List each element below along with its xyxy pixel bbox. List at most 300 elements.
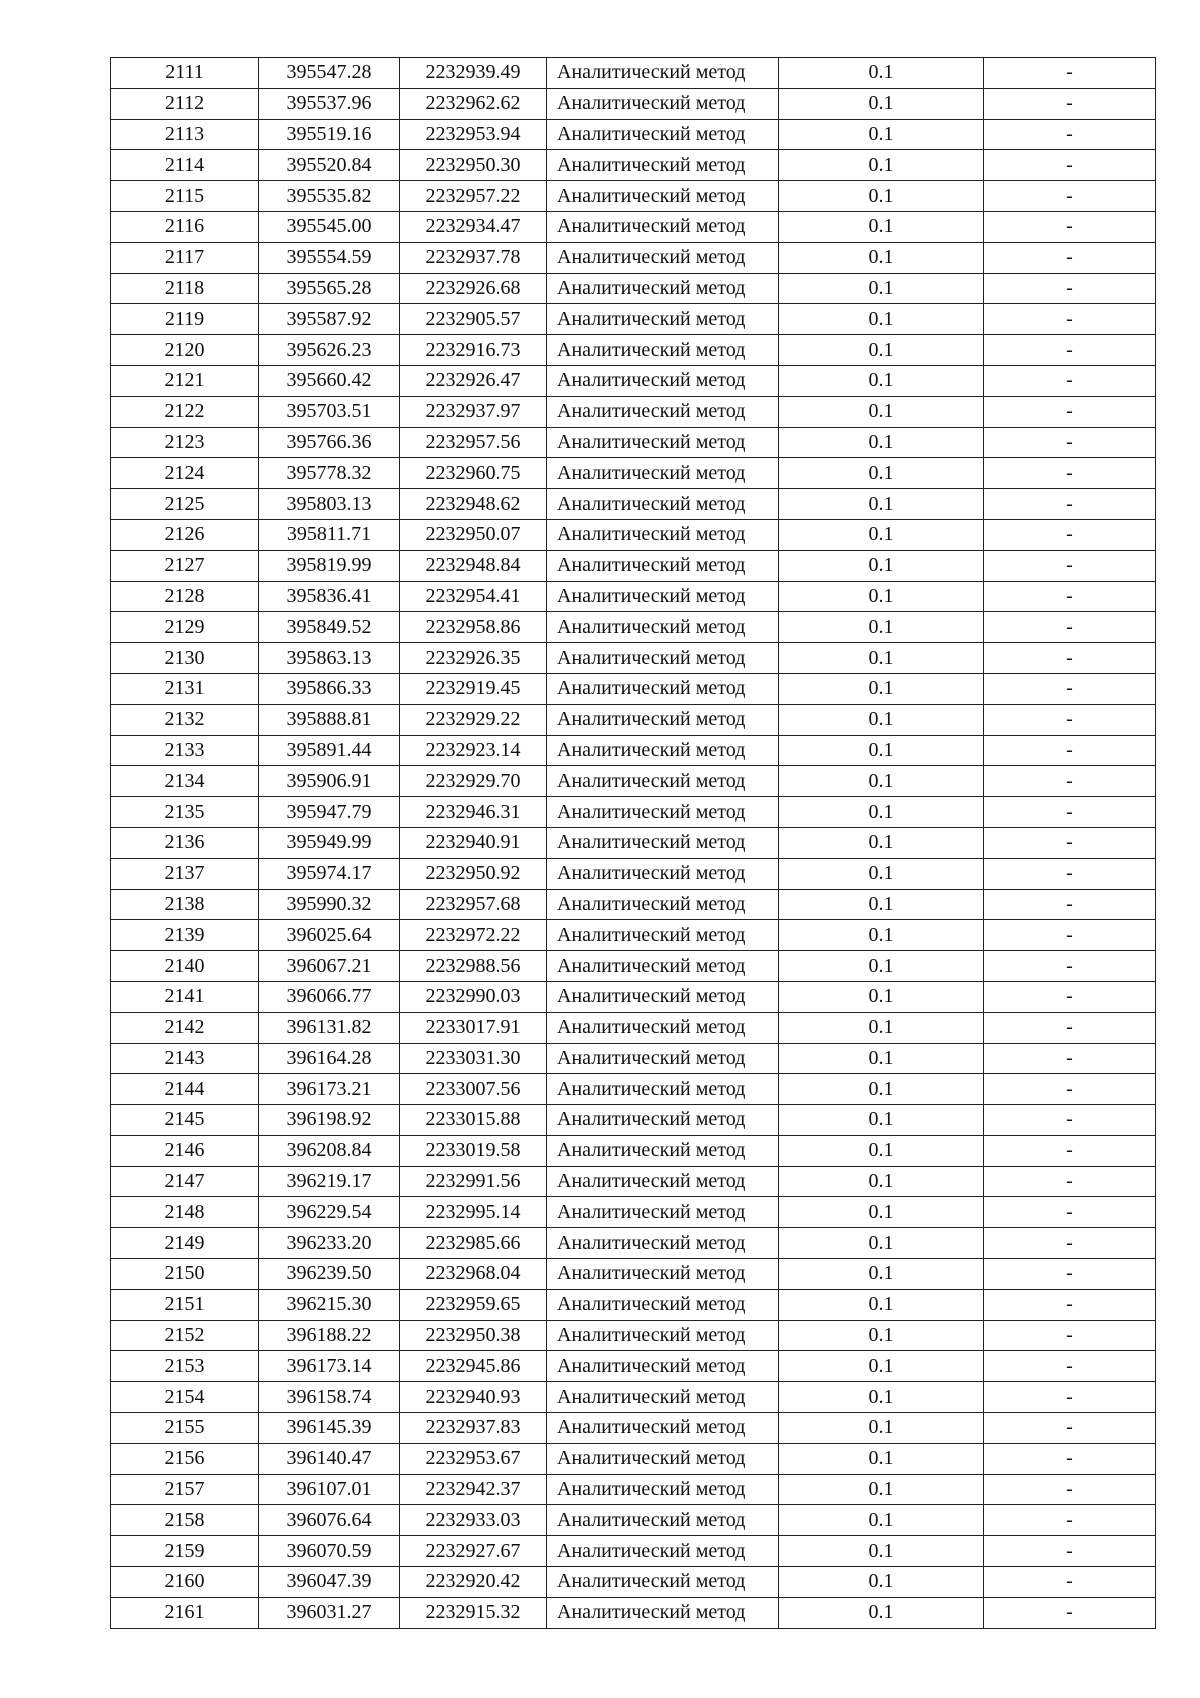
note-cell: - bbox=[984, 489, 1156, 520]
y-coordinate-cell: 2232916.73 bbox=[400, 335, 547, 366]
method-cell: Аналитический метод bbox=[547, 88, 779, 119]
table-row bbox=[111, 1597, 1156, 1628]
y-coordinate-cell: 2232926.47 bbox=[400, 365, 547, 396]
y-coordinate-cell: 2232942.37 bbox=[400, 1474, 547, 1505]
accuracy-cell: 0.1 bbox=[779, 1259, 984, 1290]
point-number-cell: 2128 bbox=[111, 581, 259, 612]
accuracy-cell: 0.1 bbox=[779, 1135, 984, 1166]
table-row bbox=[111, 704, 1156, 735]
point-number-cell: 2144 bbox=[111, 1074, 259, 1105]
method-cell: Аналитический метод bbox=[547, 550, 779, 581]
x-coordinate-cell: 395866.33 bbox=[259, 673, 400, 704]
point-number-cell: 2119 bbox=[111, 304, 259, 335]
table-row bbox=[111, 396, 1156, 427]
y-coordinate-cell: 2232950.30 bbox=[400, 150, 547, 181]
accuracy-cell: 0.1 bbox=[779, 673, 984, 704]
y-coordinate-cell: 2232927.67 bbox=[400, 1536, 547, 1567]
x-coordinate-cell: 395535.82 bbox=[259, 181, 400, 212]
point-number-cell: 2122 bbox=[111, 396, 259, 427]
point-number-cell: 2161 bbox=[111, 1597, 259, 1628]
point-number-cell: 2127 bbox=[111, 550, 259, 581]
method-cell: Аналитический метод bbox=[547, 735, 779, 766]
accuracy-cell: 0.1 bbox=[779, 1105, 984, 1136]
accuracy-cell: 0.1 bbox=[779, 458, 984, 489]
note-cell: - bbox=[984, 1567, 1156, 1598]
x-coordinate-cell: 395836.41 bbox=[259, 581, 400, 612]
table-row bbox=[111, 1505, 1156, 1536]
y-coordinate-cell: 2232957.68 bbox=[400, 889, 547, 920]
note-cell: - bbox=[984, 1105, 1156, 1136]
method-cell: Аналитический метод bbox=[547, 335, 779, 366]
x-coordinate-cell: 396070.59 bbox=[259, 1536, 400, 1567]
point-number-cell: 2157 bbox=[111, 1474, 259, 1505]
note-cell: - bbox=[984, 396, 1156, 427]
x-coordinate-cell: 396239.50 bbox=[259, 1259, 400, 1290]
y-coordinate-cell: 2232926.35 bbox=[400, 643, 547, 674]
note-cell: - bbox=[984, 58, 1156, 89]
x-coordinate-cell: 396158.74 bbox=[259, 1382, 400, 1413]
note-cell: - bbox=[984, 519, 1156, 550]
accuracy-cell: 0.1 bbox=[779, 1413, 984, 1444]
method-cell: Аналитический метод bbox=[547, 1043, 779, 1074]
note-cell: - bbox=[984, 1351, 1156, 1382]
method-cell: Аналитический метод bbox=[547, 58, 779, 89]
note-cell: - bbox=[984, 704, 1156, 735]
point-number-cell: 2134 bbox=[111, 766, 259, 797]
y-coordinate-cell: 2232926.68 bbox=[400, 273, 547, 304]
note-cell: - bbox=[984, 550, 1156, 581]
accuracy-cell: 0.1 bbox=[779, 119, 984, 150]
note-cell: - bbox=[984, 1074, 1156, 1105]
accuracy-cell: 0.1 bbox=[779, 1074, 984, 1105]
note-cell: - bbox=[984, 581, 1156, 612]
table-row bbox=[111, 242, 1156, 273]
accuracy-cell: 0.1 bbox=[779, 1197, 984, 1228]
table-row bbox=[111, 858, 1156, 889]
x-coordinate-cell: 396173.14 bbox=[259, 1351, 400, 1382]
note-cell: - bbox=[984, 858, 1156, 889]
accuracy-cell: 0.1 bbox=[779, 1443, 984, 1474]
y-coordinate-cell: 2232939.49 bbox=[400, 58, 547, 89]
y-coordinate-cell: 2232940.91 bbox=[400, 827, 547, 858]
method-cell: Аналитический метод bbox=[547, 519, 779, 550]
table-row bbox=[111, 827, 1156, 858]
accuracy-cell: 0.1 bbox=[779, 827, 984, 858]
note-cell: - bbox=[984, 1228, 1156, 1259]
x-coordinate-cell: 396215.30 bbox=[259, 1289, 400, 1320]
table-row bbox=[111, 335, 1156, 366]
accuracy-cell: 0.1 bbox=[779, 181, 984, 212]
x-coordinate-cell: 395863.13 bbox=[259, 643, 400, 674]
method-cell: Аналитический метод bbox=[547, 1135, 779, 1166]
method-cell: Аналитический метод bbox=[547, 242, 779, 273]
table-row bbox=[111, 1259, 1156, 1290]
table-row bbox=[111, 1351, 1156, 1382]
method-cell: Аналитический метод bbox=[547, 643, 779, 674]
method-cell: Аналитический метод bbox=[547, 150, 779, 181]
y-coordinate-cell: 2232968.04 bbox=[400, 1259, 547, 1290]
x-coordinate-cell: 395974.17 bbox=[259, 858, 400, 889]
accuracy-cell: 0.1 bbox=[779, 1567, 984, 1598]
point-number-cell: 2130 bbox=[111, 643, 259, 674]
y-coordinate-cell: 2232940.93 bbox=[400, 1382, 547, 1413]
method-cell: Аналитический метод bbox=[547, 1320, 779, 1351]
point-number-cell: 2140 bbox=[111, 951, 259, 982]
y-coordinate-cell: 2233007.56 bbox=[400, 1074, 547, 1105]
point-number-cell: 2120 bbox=[111, 335, 259, 366]
y-coordinate-cell: 2232923.14 bbox=[400, 735, 547, 766]
note-cell: - bbox=[984, 1413, 1156, 1444]
x-coordinate-cell: 395990.32 bbox=[259, 889, 400, 920]
y-coordinate-cell: 2232950.38 bbox=[400, 1320, 547, 1351]
y-coordinate-cell: 2232991.56 bbox=[400, 1166, 547, 1197]
point-number-cell: 2151 bbox=[111, 1289, 259, 1320]
point-number-cell: 2156 bbox=[111, 1443, 259, 1474]
note-cell: - bbox=[984, 1443, 1156, 1474]
note-cell: - bbox=[984, 612, 1156, 643]
x-coordinate-cell: 396131.82 bbox=[259, 1012, 400, 1043]
table-row bbox=[111, 1320, 1156, 1351]
note-cell: - bbox=[984, 889, 1156, 920]
x-coordinate-cell: 396025.64 bbox=[259, 920, 400, 951]
table-row bbox=[111, 1413, 1156, 1444]
point-number-cell: 2150 bbox=[111, 1259, 259, 1290]
y-coordinate-cell: 2232953.94 bbox=[400, 119, 547, 150]
point-number-cell: 2123 bbox=[111, 427, 259, 458]
y-coordinate-cell: 2232950.07 bbox=[400, 519, 547, 550]
point-number-cell: 2147 bbox=[111, 1166, 259, 1197]
method-cell: Аналитический метод bbox=[547, 458, 779, 489]
x-coordinate-cell: 396031.27 bbox=[259, 1597, 400, 1628]
point-number-cell: 2117 bbox=[111, 242, 259, 273]
x-coordinate-cell: 396198.92 bbox=[259, 1105, 400, 1136]
note-cell: - bbox=[984, 458, 1156, 489]
table-row bbox=[111, 1382, 1156, 1413]
y-coordinate-cell: 2232960.75 bbox=[400, 458, 547, 489]
method-cell: Аналитический метод bbox=[547, 396, 779, 427]
note-cell: - bbox=[984, 673, 1156, 704]
table-row bbox=[111, 489, 1156, 520]
table-row bbox=[111, 735, 1156, 766]
x-coordinate-cell: 396140.47 bbox=[259, 1443, 400, 1474]
table-body bbox=[111, 58, 1156, 1629]
accuracy-cell: 0.1 bbox=[779, 88, 984, 119]
note-cell: - bbox=[984, 1597, 1156, 1628]
table-row bbox=[111, 365, 1156, 396]
point-number-cell: 2113 bbox=[111, 119, 259, 150]
note-cell: - bbox=[984, 951, 1156, 982]
note-cell: - bbox=[984, 181, 1156, 212]
method-cell: Аналитический метод bbox=[547, 365, 779, 396]
note-cell: - bbox=[984, 735, 1156, 766]
method-cell: Аналитический метод bbox=[547, 704, 779, 735]
x-coordinate-cell: 395703.51 bbox=[259, 396, 400, 427]
point-number-cell: 2149 bbox=[111, 1228, 259, 1259]
accuracy-cell: 0.1 bbox=[779, 1382, 984, 1413]
table-row bbox=[111, 673, 1156, 704]
method-cell: Аналитический метод bbox=[547, 581, 779, 612]
note-cell: - bbox=[984, 1166, 1156, 1197]
table-row bbox=[111, 211, 1156, 242]
accuracy-cell: 0.1 bbox=[779, 1597, 984, 1628]
table-row bbox=[111, 181, 1156, 212]
method-cell: Аналитический метод bbox=[547, 1012, 779, 1043]
x-coordinate-cell: 396219.17 bbox=[259, 1166, 400, 1197]
point-number-cell: 2135 bbox=[111, 797, 259, 828]
table-row bbox=[111, 1536, 1156, 1567]
point-number-cell: 2148 bbox=[111, 1197, 259, 1228]
table-row bbox=[111, 58, 1156, 89]
y-coordinate-cell: 2232934.47 bbox=[400, 211, 547, 242]
note-cell: - bbox=[984, 427, 1156, 458]
x-coordinate-cell: 396076.64 bbox=[259, 1505, 400, 1536]
point-number-cell: 2138 bbox=[111, 889, 259, 920]
accuracy-cell: 0.1 bbox=[779, 304, 984, 335]
y-coordinate-cell: 2233019.58 bbox=[400, 1135, 547, 1166]
accuracy-cell: 0.1 bbox=[779, 766, 984, 797]
y-coordinate-cell: 2232948.84 bbox=[400, 550, 547, 581]
note-cell: - bbox=[984, 1135, 1156, 1166]
table-row bbox=[111, 766, 1156, 797]
note-cell: - bbox=[984, 365, 1156, 396]
note-cell: - bbox=[984, 304, 1156, 335]
point-number-cell: 2137 bbox=[111, 858, 259, 889]
accuracy-cell: 0.1 bbox=[779, 150, 984, 181]
x-coordinate-cell: 395587.92 bbox=[259, 304, 400, 335]
accuracy-cell: 0.1 bbox=[779, 1320, 984, 1351]
point-number-cell: 2118 bbox=[111, 273, 259, 304]
accuracy-cell: 0.1 bbox=[779, 335, 984, 366]
table-row bbox=[111, 273, 1156, 304]
accuracy-cell: 0.1 bbox=[779, 550, 984, 581]
table-row bbox=[111, 1105, 1156, 1136]
point-number-cell: 2145 bbox=[111, 1105, 259, 1136]
table-row bbox=[111, 519, 1156, 550]
table-row bbox=[111, 1166, 1156, 1197]
x-coordinate-cell: 395766.36 bbox=[259, 427, 400, 458]
x-coordinate-cell: 395626.23 bbox=[259, 335, 400, 366]
accuracy-cell: 0.1 bbox=[779, 211, 984, 242]
note-cell: - bbox=[984, 827, 1156, 858]
point-number-cell: 2152 bbox=[111, 1320, 259, 1351]
method-cell: Аналитический метод bbox=[547, 1166, 779, 1197]
x-coordinate-cell: 396229.54 bbox=[259, 1197, 400, 1228]
table-row bbox=[111, 1135, 1156, 1166]
x-coordinate-cell: 395660.42 bbox=[259, 365, 400, 396]
note-cell: - bbox=[984, 273, 1156, 304]
point-number-cell: 2126 bbox=[111, 519, 259, 550]
note-cell: - bbox=[984, 1320, 1156, 1351]
method-cell: Аналитический метод bbox=[547, 858, 779, 889]
accuracy-cell: 0.1 bbox=[779, 797, 984, 828]
y-coordinate-cell: 2232920.42 bbox=[400, 1567, 547, 1598]
method-cell: Аналитический метод bbox=[547, 1382, 779, 1413]
y-coordinate-cell: 2232919.45 bbox=[400, 673, 547, 704]
y-coordinate-cell: 2232953.67 bbox=[400, 1443, 547, 1474]
note-cell: - bbox=[984, 1536, 1156, 1567]
x-coordinate-cell: 396164.28 bbox=[259, 1043, 400, 1074]
y-coordinate-cell: 2232995.14 bbox=[400, 1197, 547, 1228]
method-cell: Аналитический метод bbox=[547, 1289, 779, 1320]
point-number-cell: 2155 bbox=[111, 1413, 259, 1444]
point-number-cell: 2115 bbox=[111, 181, 259, 212]
accuracy-cell: 0.1 bbox=[779, 920, 984, 951]
y-coordinate-cell: 2232957.22 bbox=[400, 181, 547, 212]
x-coordinate-cell: 396066.77 bbox=[259, 981, 400, 1012]
method-cell: Аналитический метод bbox=[547, 612, 779, 643]
accuracy-cell: 0.1 bbox=[779, 735, 984, 766]
table-row bbox=[111, 797, 1156, 828]
x-coordinate-cell: 396208.84 bbox=[259, 1135, 400, 1166]
x-coordinate-cell: 395888.81 bbox=[259, 704, 400, 735]
accuracy-cell: 0.1 bbox=[779, 612, 984, 643]
table-row bbox=[111, 1197, 1156, 1228]
point-number-cell: 2153 bbox=[111, 1351, 259, 1382]
y-coordinate-cell: 2232948.62 bbox=[400, 489, 547, 520]
x-coordinate-cell: 396067.21 bbox=[259, 951, 400, 982]
accuracy-cell: 0.1 bbox=[779, 58, 984, 89]
accuracy-cell: 0.1 bbox=[779, 519, 984, 550]
note-cell: - bbox=[984, 1043, 1156, 1074]
method-cell: Аналитический метод bbox=[547, 1567, 779, 1598]
y-coordinate-cell: 2232937.83 bbox=[400, 1413, 547, 1444]
table-row bbox=[111, 150, 1156, 181]
method-cell: Аналитический метод bbox=[547, 920, 779, 951]
x-coordinate-cell: 396145.39 bbox=[259, 1413, 400, 1444]
point-number-cell: 2132 bbox=[111, 704, 259, 735]
y-coordinate-cell: 2232945.86 bbox=[400, 1351, 547, 1382]
method-cell: Аналитический метод bbox=[547, 304, 779, 335]
accuracy-cell: 0.1 bbox=[779, 427, 984, 458]
note-cell: - bbox=[984, 1012, 1156, 1043]
point-number-cell: 2158 bbox=[111, 1505, 259, 1536]
x-coordinate-cell: 396173.21 bbox=[259, 1074, 400, 1105]
point-number-cell: 2154 bbox=[111, 1382, 259, 1413]
method-cell: Аналитический метод bbox=[547, 1259, 779, 1290]
accuracy-cell: 0.1 bbox=[779, 242, 984, 273]
point-number-cell: 2111 bbox=[111, 58, 259, 89]
y-coordinate-cell: 2232958.86 bbox=[400, 612, 547, 643]
table-row bbox=[111, 612, 1156, 643]
x-coordinate-cell: 395554.59 bbox=[259, 242, 400, 273]
point-number-cell: 2114 bbox=[111, 150, 259, 181]
x-coordinate-cell: 395519.16 bbox=[259, 119, 400, 150]
method-cell: Аналитический метод bbox=[547, 1074, 779, 1105]
y-coordinate-cell: 2232933.03 bbox=[400, 1505, 547, 1536]
y-coordinate-cell: 2233017.91 bbox=[400, 1012, 547, 1043]
y-coordinate-cell: 2233031.30 bbox=[400, 1043, 547, 1074]
x-coordinate-cell: 396047.39 bbox=[259, 1567, 400, 1598]
accuracy-cell: 0.1 bbox=[779, 273, 984, 304]
x-coordinate-cell: 395778.32 bbox=[259, 458, 400, 489]
note-cell: - bbox=[984, 1474, 1156, 1505]
y-coordinate-cell: 2232929.70 bbox=[400, 766, 547, 797]
accuracy-cell: 0.1 bbox=[779, 1166, 984, 1197]
point-number-cell: 2112 bbox=[111, 88, 259, 119]
point-number-cell: 2125 bbox=[111, 489, 259, 520]
note-cell: - bbox=[984, 1505, 1156, 1536]
method-cell: Аналитический метод bbox=[547, 1351, 779, 1382]
x-coordinate-cell: 395547.28 bbox=[259, 58, 400, 89]
note-cell: - bbox=[984, 766, 1156, 797]
accuracy-cell: 0.1 bbox=[779, 981, 984, 1012]
note-cell: - bbox=[984, 1259, 1156, 1290]
x-coordinate-cell: 395811.71 bbox=[259, 519, 400, 550]
accuracy-cell: 0.1 bbox=[779, 951, 984, 982]
table-row bbox=[111, 1074, 1156, 1105]
note-cell: - bbox=[984, 1197, 1156, 1228]
note-cell: - bbox=[984, 150, 1156, 181]
accuracy-cell: 0.1 bbox=[779, 1043, 984, 1074]
method-cell: Аналитический метод bbox=[547, 211, 779, 242]
y-coordinate-cell: 2232972.22 bbox=[400, 920, 547, 951]
y-coordinate-cell: 2232959.65 bbox=[400, 1289, 547, 1320]
method-cell: Аналитический метод bbox=[547, 1413, 779, 1444]
method-cell: Аналитический метод bbox=[547, 1105, 779, 1136]
method-cell: Аналитический метод bbox=[547, 181, 779, 212]
table-row bbox=[111, 1474, 1156, 1505]
accuracy-cell: 0.1 bbox=[779, 396, 984, 427]
accuracy-cell: 0.1 bbox=[779, 1505, 984, 1536]
x-coordinate-cell: 395906.91 bbox=[259, 766, 400, 797]
method-cell: Аналитический метод bbox=[547, 1536, 779, 1567]
method-cell: Аналитический метод bbox=[547, 827, 779, 858]
method-cell: Аналитический метод bbox=[547, 1443, 779, 1474]
method-cell: Аналитический метод bbox=[547, 766, 779, 797]
x-coordinate-cell: 395520.84 bbox=[259, 150, 400, 181]
x-coordinate-cell: 395819.99 bbox=[259, 550, 400, 581]
note-cell: - bbox=[984, 335, 1156, 366]
y-coordinate-cell: 2232988.56 bbox=[400, 951, 547, 982]
point-number-cell: 2141 bbox=[111, 981, 259, 1012]
method-cell: Аналитический метод bbox=[547, 1597, 779, 1628]
x-coordinate-cell: 395803.13 bbox=[259, 489, 400, 520]
table-row bbox=[111, 889, 1156, 920]
table-row bbox=[111, 1289, 1156, 1320]
accuracy-cell: 0.1 bbox=[779, 1012, 984, 1043]
table-row bbox=[111, 581, 1156, 612]
method-cell: Аналитический метод bbox=[547, 797, 779, 828]
accuracy-cell: 0.1 bbox=[779, 858, 984, 889]
accuracy-cell: 0.1 bbox=[779, 1351, 984, 1382]
method-cell: Аналитический метод bbox=[547, 273, 779, 304]
table-row bbox=[111, 1043, 1156, 1074]
table-row bbox=[111, 1012, 1156, 1043]
method-cell: Аналитический метод bbox=[547, 1505, 779, 1536]
point-number-cell: 2159 bbox=[111, 1536, 259, 1567]
y-coordinate-cell: 2232937.97 bbox=[400, 396, 547, 427]
y-coordinate-cell: 2232929.22 bbox=[400, 704, 547, 735]
method-cell: Аналитический метод bbox=[547, 981, 779, 1012]
method-cell: Аналитический метод bbox=[547, 951, 779, 982]
point-number-cell: 2143 bbox=[111, 1043, 259, 1074]
x-coordinate-cell: 395545.00 bbox=[259, 211, 400, 242]
y-coordinate-cell: 2233015.88 bbox=[400, 1105, 547, 1136]
x-coordinate-cell: 395891.44 bbox=[259, 735, 400, 766]
x-coordinate-cell: 395849.52 bbox=[259, 612, 400, 643]
y-coordinate-cell: 2232985.66 bbox=[400, 1228, 547, 1259]
table-row bbox=[111, 951, 1156, 982]
x-coordinate-cell: 395949.99 bbox=[259, 827, 400, 858]
y-coordinate-cell: 2232950.92 bbox=[400, 858, 547, 889]
accuracy-cell: 0.1 bbox=[779, 1289, 984, 1320]
x-coordinate-cell: 396188.22 bbox=[259, 1320, 400, 1351]
method-cell: Аналитический метод bbox=[547, 119, 779, 150]
table-row bbox=[111, 88, 1156, 119]
x-coordinate-cell: 395565.28 bbox=[259, 273, 400, 304]
table-row bbox=[111, 304, 1156, 335]
accuracy-cell: 0.1 bbox=[779, 489, 984, 520]
